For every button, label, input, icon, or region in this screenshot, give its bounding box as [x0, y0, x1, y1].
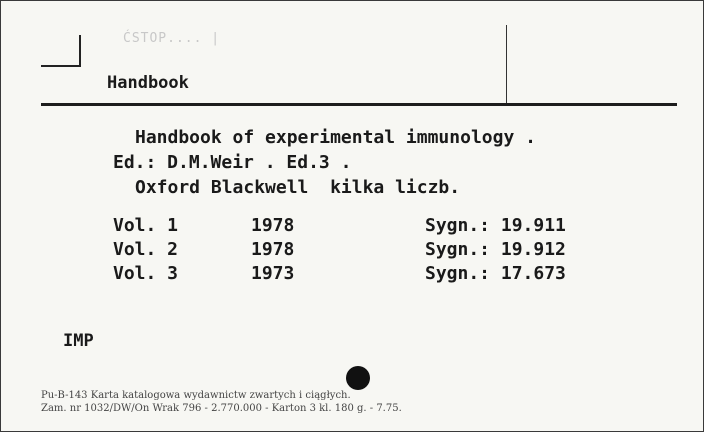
volume-call-number: Sygn.: 17.673	[425, 263, 566, 284]
classification-code: IMP	[63, 331, 94, 351]
volume-call-number: Sygn.: 19.911	[425, 215, 566, 236]
volume-year: 1978	[251, 215, 295, 236]
volume-year: 1978	[251, 239, 295, 260]
punch-hole	[346, 366, 370, 390]
footer-line-2: Zam. nr 1032/DW/On Wrak 796 - 2.770.000 - Karton 3 kl. 180 g. - 7.75.	[41, 403, 402, 414]
volume-label: Vol. 1	[113, 215, 179, 236]
faint-header-text: ĆSTOP.... |	[123, 31, 221, 46]
card-heading: Handbook	[107, 73, 189, 93]
volume-label: Vol. 2	[113, 239, 179, 260]
footer-line-1: Pu-B-143 Karta katalogowa wydawnictw zwartych i ciągłych.	[41, 390, 351, 401]
header-divider	[506, 25, 507, 103]
corner-mark-vertical	[79, 35, 81, 67]
volume-year: 1973	[251, 263, 295, 284]
volume-label: Vol. 3	[113, 263, 179, 284]
publisher-line: Oxford Blackwell kilka liczb.	[135, 177, 461, 198]
corner-mark-horizontal	[41, 65, 81, 67]
volume-call-number: Sygn.: 19.912	[425, 239, 566, 260]
heading-rule	[41, 103, 677, 106]
editor-line: Ed.: D.M.Weir . Ed.3 .	[113, 152, 352, 173]
title-line: Handbook of experimental immunology .	[135, 127, 536, 148]
